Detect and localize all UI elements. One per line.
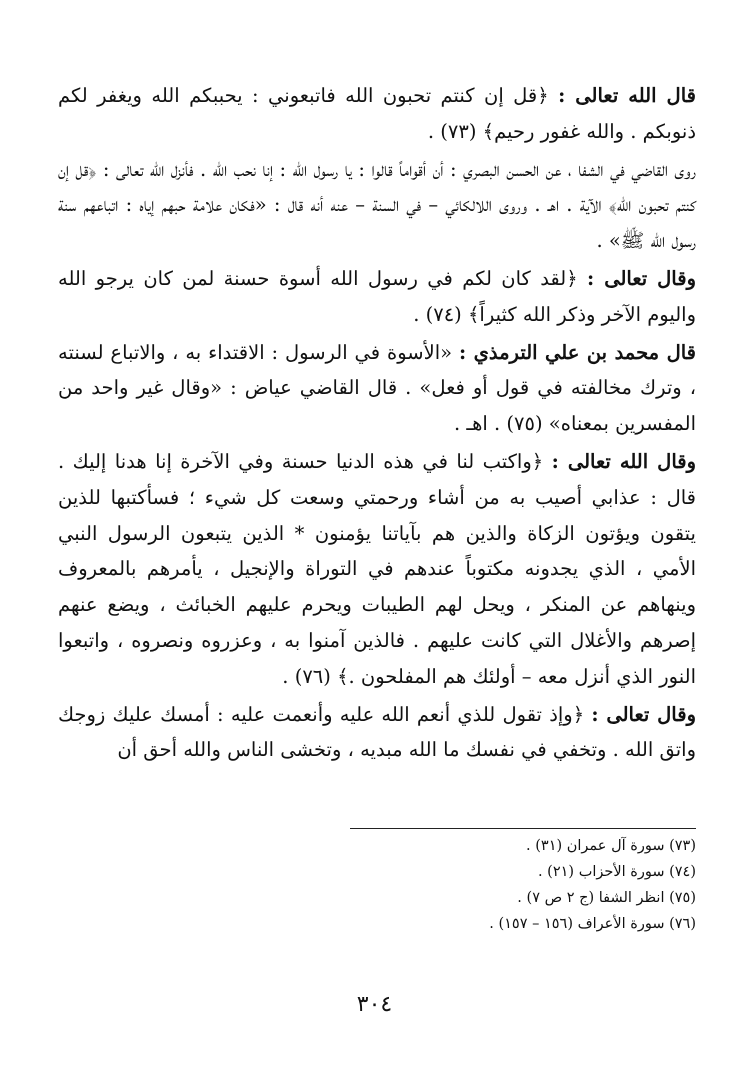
paragraph-lead: وقال الله تعالى : <box>551 449 697 473</box>
paragraph-text: «الأسوة في الرسول : الاقتداء به ، والاتباع لسنته ، وترك مخالفته في قول أو فعل» . قال القاضي عياض : «وقال غير واحد من المفسرين بمعناه» (٧٥) . اهـ . <box>58 340 696 436</box>
paragraph-2 <box>58 152 696 259</box>
paragraph-4 <box>58 335 696 442</box>
page-number: ٣٠٤ <box>356 992 393 1017</box>
paragraph-text: ﴿وإذ تقول للذي أنعم الله عليه وأنعمت عليه : أمسك عليك زوجك واتق الله . وتخفي في نفسك ما الله مبديه ، وتخشى الناس والله أحق أن <box>58 702 696 762</box>
footnotes <box>350 828 696 937</box>
footnote: (٧٤) سورة الأحزاب (٢١) . <box>537 864 696 880</box>
paragraph-text: ﴿واكتب لنا في هذه الدنيا حسنة وفي الآخرة إنا هدنا إليك . قال : عذابي أصيب به من أشاء ورحمتي وسعت كل شيء ؛ فسأكتبها للذين يتقون ويؤتون الزكاة والذين هم بآياتنا يؤمنون * الذين يتبعون الرسول النبي الأمي ، الذي يجدونه مكتوباً عندهم في التوراة والإنجيل ، يأمرهم بالمعروف وينهاهم عن المنكر ، ويحل لهم الطيبات ويحرم عليهم الخبائث ، ويضع عنهم إصرهم والأغلال التي كانت عليهم . فالذين آمنوا به ، وعزروه ونصروه ، واتبعوا النور الذي أنزل معه – أولئك هم المفلحون .﴾ (٧٦) . <box>58 449 696 688</box>
paragraph-text: ﴿لقد كان لكم في رسول الله أسوة حسنة لمن كان يرجو الله واليوم الآخر وذكر الله كثيراً﴾ (٧٤) . <box>58 266 696 326</box>
main-text <box>58 78 696 768</box>
paragraph-lead: وقال تعالى : <box>591 702 696 726</box>
footnote: (٧٥) انظر الشفا (ج ٢ ص ٧) . <box>517 890 696 906</box>
paragraph-6 <box>58 697 696 769</box>
paragraph-5 <box>58 444 696 695</box>
footnote: (٧٦) سورة الأعراف (١٥٦ – ١٥٧) . <box>489 916 696 932</box>
paragraph-text: روى القاضي في الشفا ، عن الحسن البصري : أن أقواماً قالوا : يا رسول الله : إنا نحب الله . فأنزل الله تعالى : ﴿قل إن كنتم تحبون الله﴾ الآية . اهـ . وروى اللالكائي – في السنة – عنه أنه قال : «فكان علامة حبهم إياه : اتباعهم سنة رسول الله ﷺ» . <box>58 157 696 253</box>
paragraph-lead: قال محمد بن علي الترمذي : <box>458 340 696 364</box>
paragraph-1 <box>58 78 696 150</box>
footnote: (٧٣) سورة آل عمران (٣١) . <box>526 838 696 854</box>
paragraph-3 <box>58 261 696 333</box>
paragraph-lead: قال الله تعالى : <box>558 84 696 107</box>
paragraph-text: ﴿قل إن كنتم تحبون الله فاتبعوني : يحببكم الله ويغفر لكم ذنوبكم . والله غفور رحيم﴾ (٧٣) . <box>58 84 696 143</box>
paragraph-lead: وقال تعالى : <box>587 266 696 290</box>
